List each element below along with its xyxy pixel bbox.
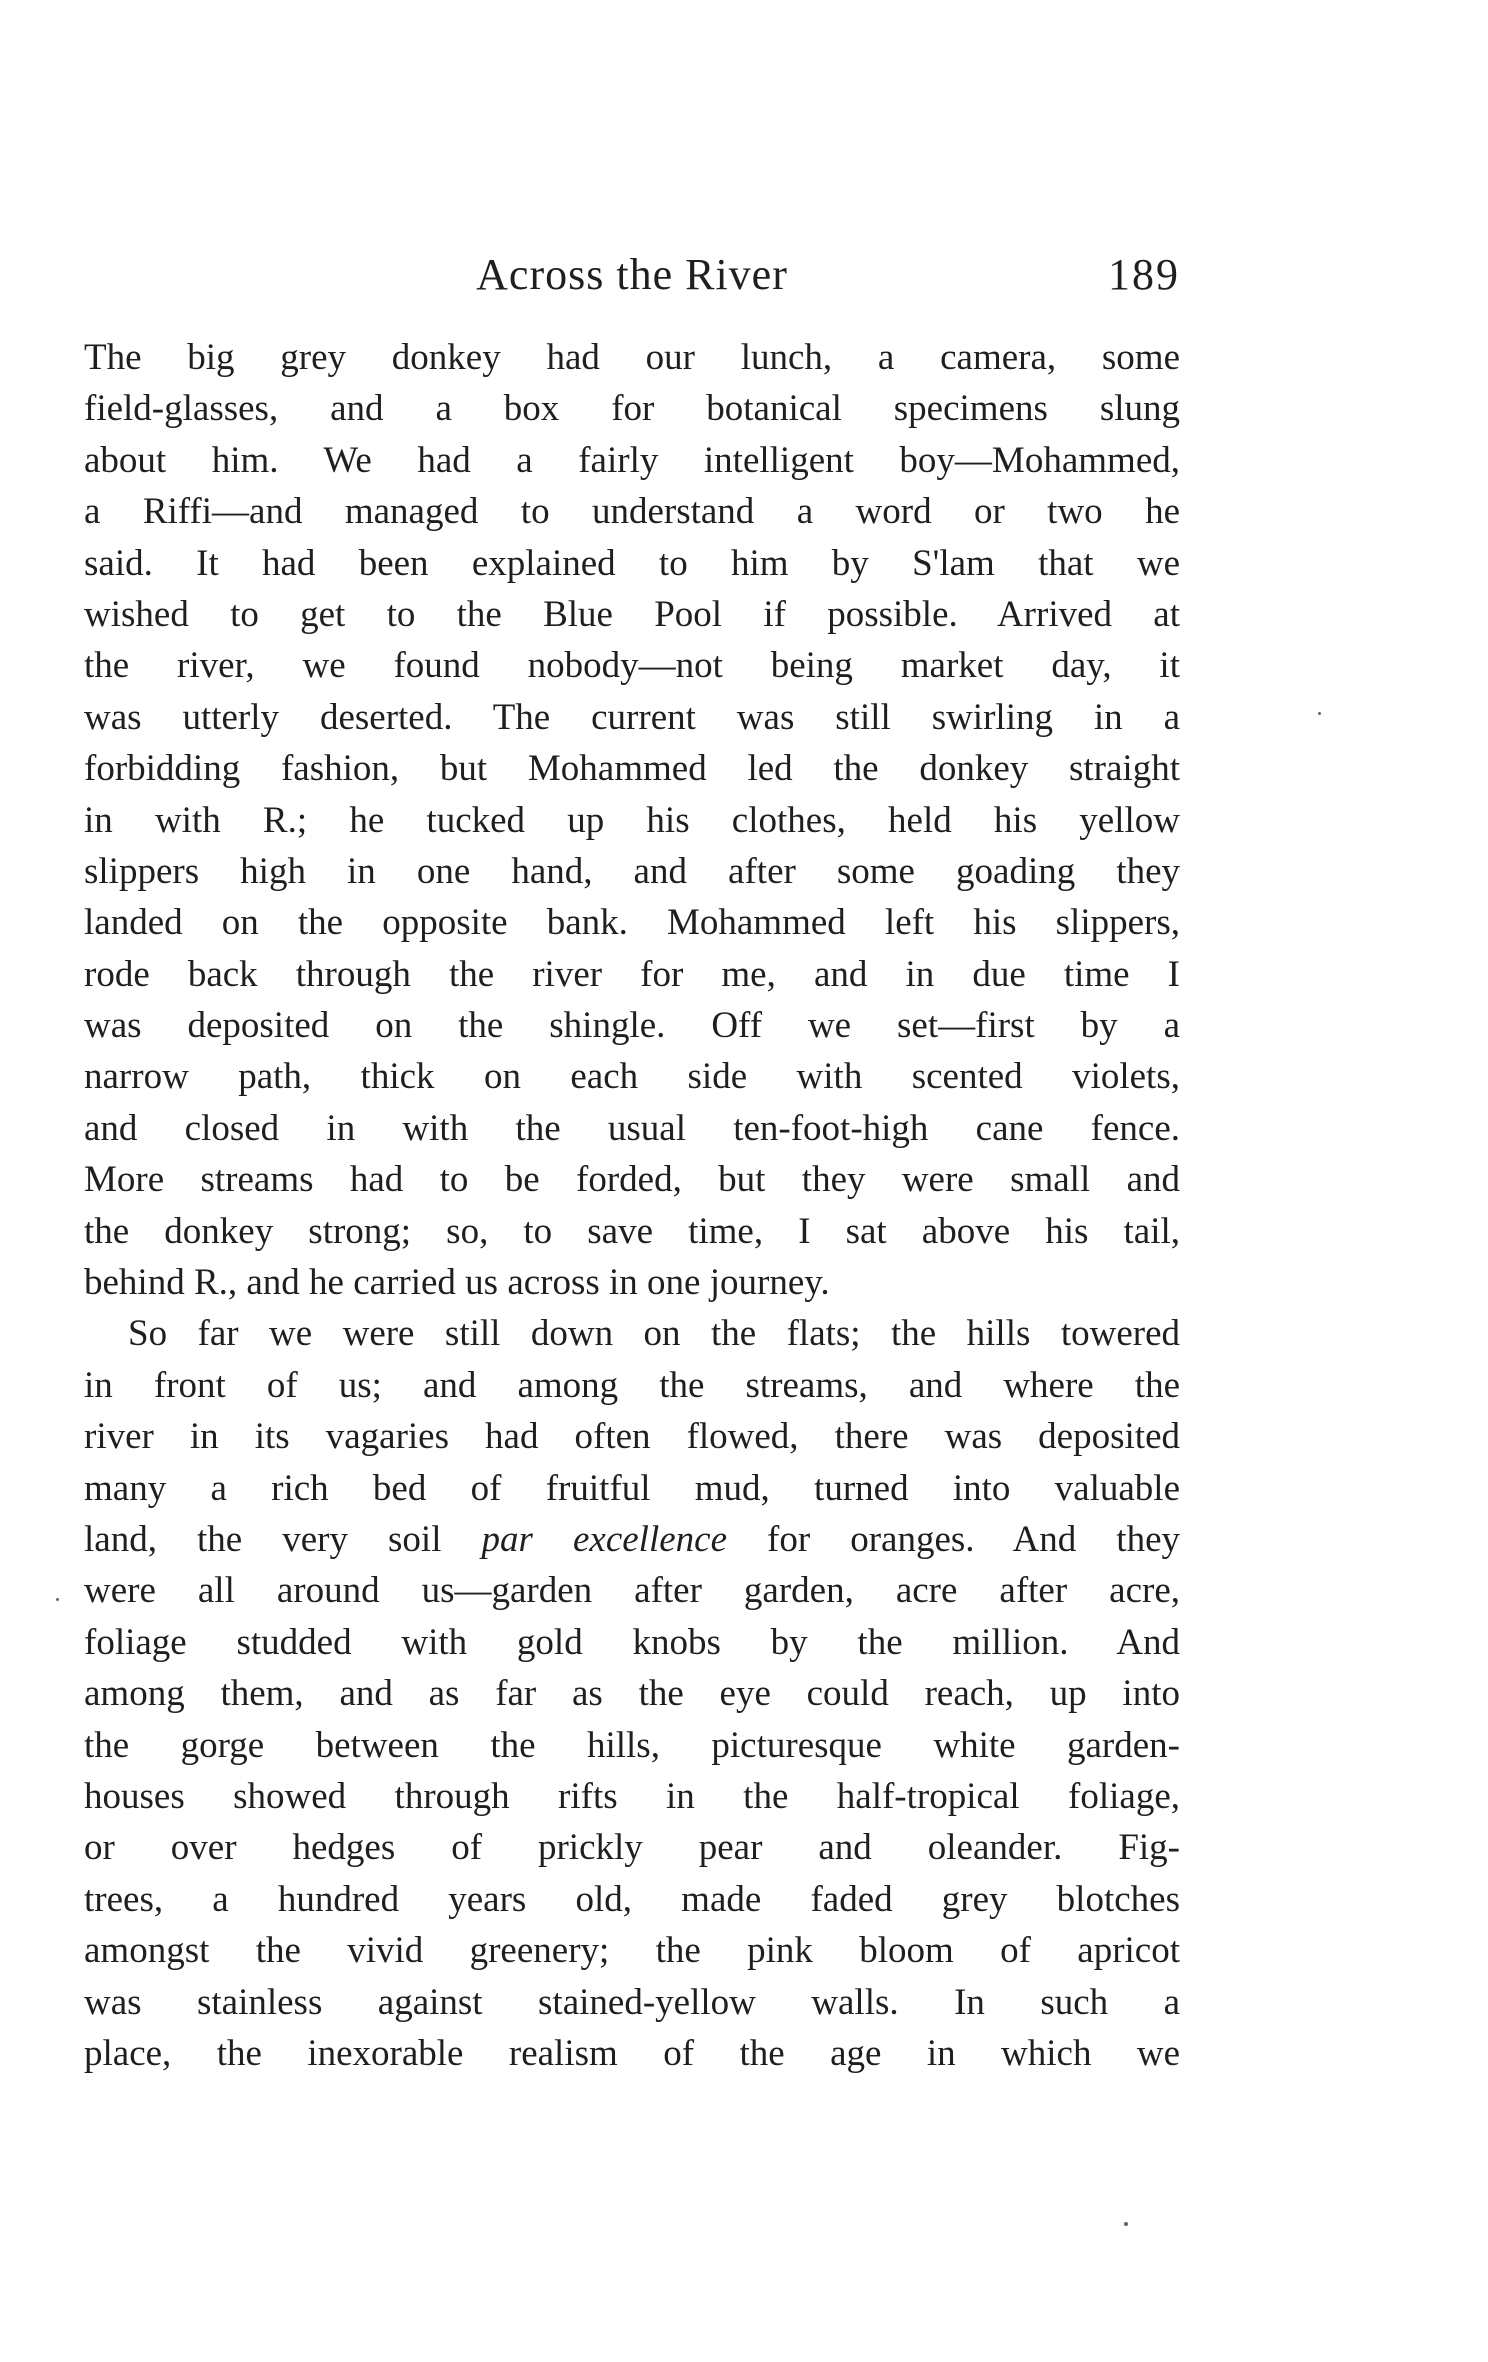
text-line: in front of us; and among the streams, and where the bbox=[84, 1364, 1180, 1406]
page-number: 189 bbox=[1108, 250, 1180, 299]
text-line: was utterly deserted. The current was still swirling in a bbox=[84, 696, 1180, 738]
text-line: said. It had been explained to him by S'lam that we bbox=[84, 542, 1180, 584]
text-line: the gorge between the hills, picturesque white garden- bbox=[84, 1724, 1180, 1766]
italic-phrase: par excellence bbox=[481, 1518, 727, 1560]
text-line: rode back through the river for me, and in due time I bbox=[84, 953, 1180, 995]
text-line: the donkey strong; so, to save time, I sat above his tail, bbox=[84, 1210, 1180, 1252]
text-line: slippers high in one hand, and after some goading they bbox=[84, 850, 1180, 892]
text-line: place, the inexorable realism of the age in which we bbox=[84, 2032, 1180, 2074]
text-line: in with R.; he tucked up his clothes, held his yellow bbox=[84, 799, 1180, 841]
text-line: among them, and as far as the eye could reach, up into bbox=[84, 1673, 1180, 1715]
text-line: foliage studded with gold knobs by the million. And bbox=[84, 1621, 1180, 1663]
text-line: were all around us—garden after garden, acre after acre, bbox=[84, 1570, 1180, 1612]
text-line: landed on the opposite bank. Mohammed left his slippers, bbox=[84, 902, 1180, 944]
text-line: trees, a hundred years old, made faded grey blotches bbox=[84, 1878, 1180, 1920]
text-line: many a rich bed of fruitful mud, turned into valuable bbox=[84, 1467, 1180, 1509]
text-line: forbidding fashion, but Mohammed led the donkey straight bbox=[84, 748, 1180, 790]
text-line: or over hedges of prickly pear and oleander. Fig- bbox=[84, 1827, 1180, 1869]
paragraph-start-line: So far we were still down on the flats; the hills towered bbox=[128, 1313, 1180, 1355]
text-line: More streams had to be forded, but they were small and bbox=[84, 1159, 1180, 1201]
text-line: wished to get to the Blue Pool if possible. Arrived at bbox=[84, 593, 1180, 635]
print-speck bbox=[56, 1598, 59, 1601]
paragraph-end-line: behind R., and he carried us across in one journey. bbox=[84, 1262, 830, 1304]
text-line: river in its vagaries had often flowed, there was deposited bbox=[84, 1416, 1180, 1458]
text-line: a Riffi—and managed to understand a word or two he bbox=[84, 491, 1180, 533]
text-line: the river, we found nobody—not being market day, it bbox=[84, 645, 1180, 687]
text-line: and closed in with the usual ten-foot-high cane fence. bbox=[84, 1107, 1180, 1149]
text-line: field-glasses, and a box for botanical specimens slung bbox=[84, 388, 1180, 430]
text-line: amongst the vivid greenery; the pink bloom of apricot bbox=[84, 1930, 1180, 1972]
text-line: about him. We had a fairly intelligent boy—Mohammed, bbox=[84, 439, 1180, 481]
text-segment: for oranges. And they bbox=[727, 1518, 1180, 1560]
text-line-with-italic bbox=[84, 1514, 1180, 1565]
print-speck bbox=[1318, 712, 1321, 715]
running-title: Across the River bbox=[476, 250, 788, 299]
running-head bbox=[84, 240, 1180, 310]
text-line: houses showed through rifts in the half-tropical foliage, bbox=[84, 1775, 1180, 1817]
text-line: was stainless against stained-yellow walls. In such a bbox=[84, 1981, 1180, 2023]
print-speck bbox=[1124, 2222, 1128, 2226]
text-segment: land, the very soil bbox=[84, 1518, 482, 1560]
body-text bbox=[84, 332, 1180, 2079]
text-line: narrow path, thick on each side with scented violets, bbox=[84, 1056, 1180, 1098]
text-line: was deposited on the shingle. Off we set—first by a bbox=[84, 1005, 1180, 1047]
text-line: The big grey donkey had our lunch, a camera, some bbox=[84, 337, 1180, 378]
